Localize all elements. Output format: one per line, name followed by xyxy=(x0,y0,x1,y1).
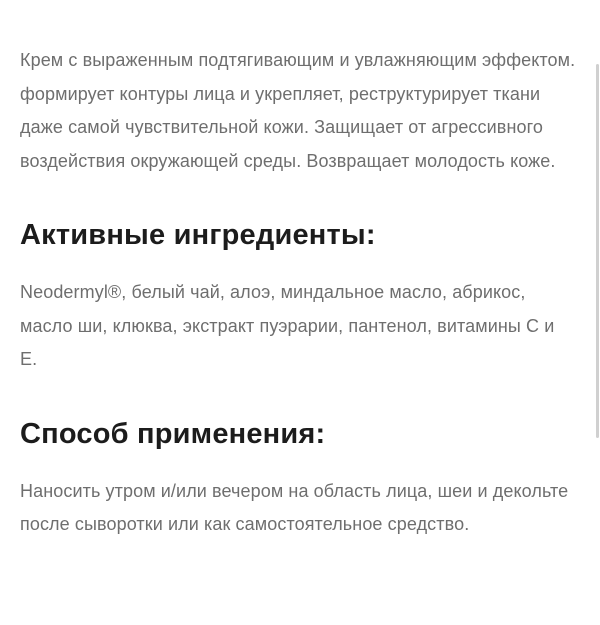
usage-heading: Способ применения: xyxy=(20,417,326,450)
scrollbar-thumb[interactable] xyxy=(596,64,599,438)
ingredients-heading: Активные ингредиенты: xyxy=(20,219,376,251)
ingredients-text: Neodermyl®, белый чай, алоэ, миндальное масло, абрикос, масло ши, клюква, экстракт пуэрарии, пантенол, витамины С и Е. xyxy=(20,282,555,369)
scrollbar[interactable] xyxy=(594,0,600,625)
usage-text: Наносить утром и/или вечером на область лица, шеи и декольте после сыворотки или как самостоятельное средство. xyxy=(20,480,569,534)
product-description-content xyxy=(20,44,576,542)
product-description-text: Крем с выраженным подтягивающим и увлажняющим эффектом. формирует контуры лица и укрепляет, реструктурирует ткани даже самой чувствительной кожи. Защищает от агрессивного воздействия окружающей среды. Возвращает молодость коже. xyxy=(20,50,576,171)
